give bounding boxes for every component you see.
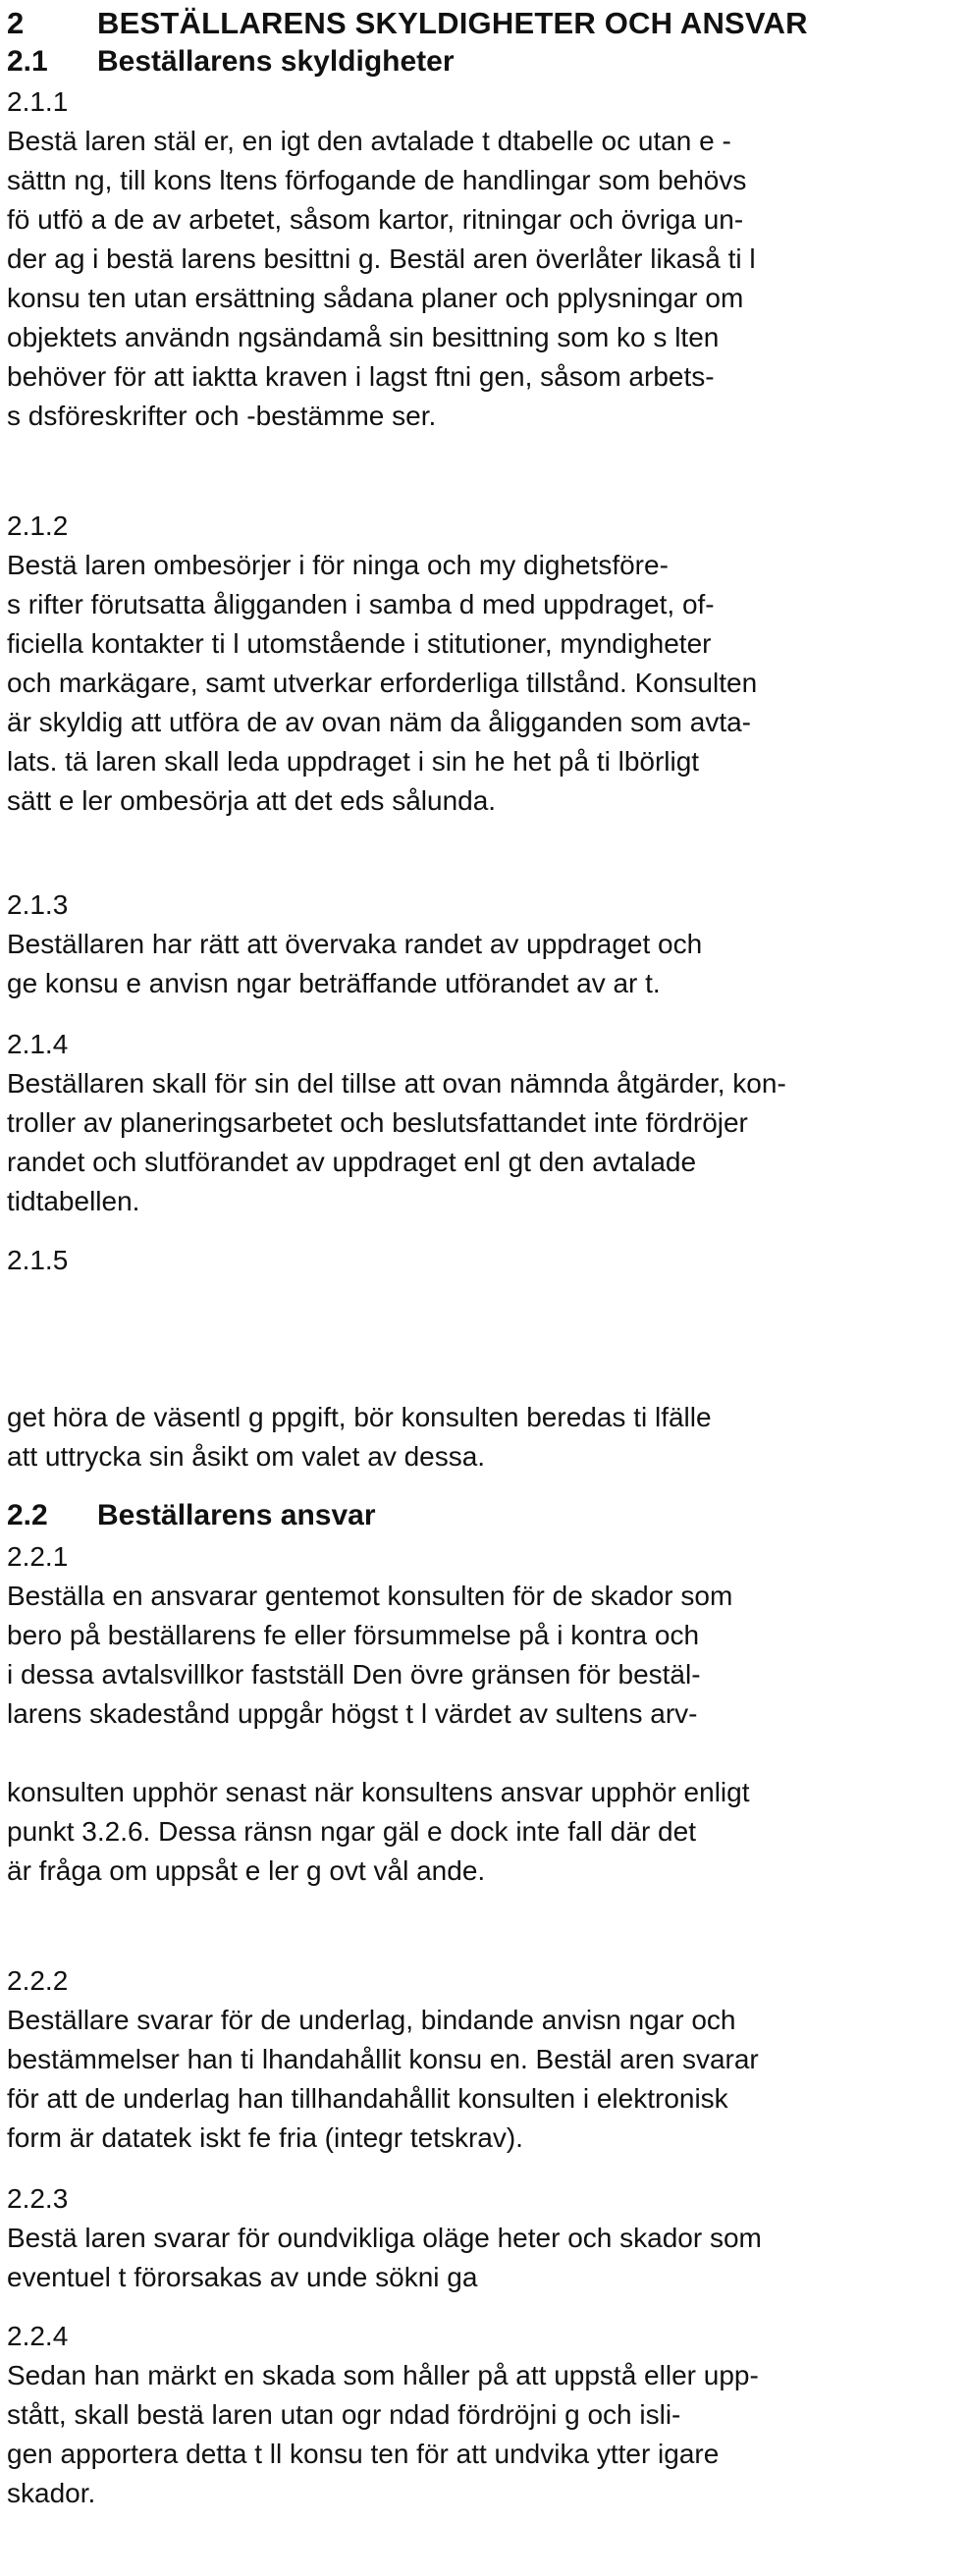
paragraph-line: troller av planeringsarbetet och beslutsfattandet inte fördröjer xyxy=(7,1107,748,1138)
paragraph-line xyxy=(7,1280,959,1319)
paragraph-line: fö utfö a de av arbetet, såsom kartor, ritningar och övriga un- xyxy=(7,204,744,235)
paragraph-number: 2.1.4 xyxy=(7,1029,69,1059)
paragraph-number: 2.1.5 xyxy=(7,1245,69,1275)
paragraph-2-2-2 xyxy=(7,1961,959,2158)
paragraph-line: get höra de väsentl g ppgift, bör konsulten beredas ti lfälle xyxy=(7,1402,712,1432)
paragraph-line: för att de underlag han tillhandahållit konsulten i elektronisk xyxy=(7,2083,728,2114)
paragraph-line: i dessa avtalsvillkor fastställ Den övre gränsen för bestäl- xyxy=(7,1659,701,1690)
paragraph-number: 2.2.3 xyxy=(7,2183,69,2214)
paragraph-line: punkt 3.2.6. Dessa ränsn ngar gäl e dock inte fall där det xyxy=(7,1816,696,1847)
paragraph-line: Bestä laren stäl er, en igt den avtalade t dtabelle oc utan e - xyxy=(7,126,731,156)
chapter-title: BESTÄLLARENS SKYLDIGHETER OCH ANSVAR xyxy=(97,6,808,40)
paragraph-line: s rifter förutsatta åligganden i samba d med uppdraget, of- xyxy=(7,589,715,619)
paragraph-line: behöver för att iaktta kraven i lagst ftni gen, såsom arbets- xyxy=(7,361,715,392)
paragraph-line: Bestä laren svarar för oundvikliga oläge heter och skador som xyxy=(7,2223,762,2253)
paragraph-2-1-3 xyxy=(7,886,959,1003)
paragraph-line xyxy=(7,1319,959,1359)
paragraph-number: 2.1.1 xyxy=(7,86,69,117)
paragraph-line: tidtabellen. xyxy=(7,1186,140,1216)
paragraph-line: randet och slutförandet av uppdraget enl gt den avtalade xyxy=(7,1147,697,1177)
paragraph-line: bero på beställarens fe eller försummelse på i kontra och xyxy=(7,1620,700,1650)
paragraph-line: och markägare, samt utverkar erforderliga tillstånd. Konsulten xyxy=(7,668,758,698)
paragraph-line xyxy=(7,1734,959,1773)
chapter-number: 2 xyxy=(7,6,25,40)
paragraph-line: skador. xyxy=(7,2478,96,2508)
paragraph-2-1-1 xyxy=(7,82,959,436)
paragraph-line: stått, skall bestä laren utan ogr ndad fördröjni g och isli- xyxy=(7,2399,681,2430)
paragraph-line: eventuel t förorsakas av unde sökni ga xyxy=(7,2262,478,2292)
paragraph-line: Beställaren skall för sin del tillse att ovan nämnda åtgärder, kon- xyxy=(7,1068,786,1099)
paragraph-line: gen apportera detta t ll konsu ten för att undvika ytter igare xyxy=(7,2439,720,2469)
section-heading xyxy=(7,1499,376,1532)
paragraph-line: sättn ng, till kons ltens förfogande de handlingar som behövs xyxy=(7,165,747,195)
paragraph-line: ficiella kontakter ti l utomstående i stitutioner, myndigheter xyxy=(7,628,712,659)
section-title: Beställarens ansvar xyxy=(97,1499,376,1531)
paragraph-line: är fråga om uppsåt e ler g ovt vål ande. xyxy=(7,1855,486,1886)
section-title: Beställarens skyldigheter xyxy=(97,45,455,78)
paragraph-line: Beställare svarar för de underlag, bindande anvisn ngar och xyxy=(7,2005,736,2035)
paragraph-2-1-5 xyxy=(7,1241,959,1476)
paragraph-line xyxy=(7,1359,959,1398)
paragraph-line: Beställaren har rätt att övervaka randet av uppdraget och xyxy=(7,929,703,959)
chapter-heading xyxy=(7,6,808,41)
section-heading xyxy=(7,45,455,79)
section-number: 2.2 xyxy=(7,1499,48,1531)
paragraph-number: 2.2.1 xyxy=(7,1541,69,1572)
paragraph-line: bestämmelser han ti lhandahållit konsu en. Bestäl aren svarar xyxy=(7,2044,759,2074)
paragraph-line: Sedan han märkt en skada som håller på att uppstå eller upp- xyxy=(7,2360,759,2390)
paragraph-line: larens skadestånd uppgår högst t l värdet av sultens arv- xyxy=(7,1698,698,1729)
paragraph-line: objektets användn ngsändamå sin besittning som ko s lten xyxy=(7,322,720,352)
paragraph-2-2-3 xyxy=(7,2179,959,2297)
paragraph-line: Beställa en ansvarar gentemot konsulten för de skador som xyxy=(7,1581,733,1611)
paragraph-number: 2.1.3 xyxy=(7,889,69,920)
paragraph-line: der ag i bestä larens besittni g. Bestäl aren överlåter likaså ti l xyxy=(7,243,756,274)
paragraph-2-1-2 xyxy=(7,507,959,821)
paragraph-line: konsu ten utan ersättning sådana planer och pplysningar om xyxy=(7,283,744,313)
paragraph-number: 2.1.2 xyxy=(7,510,69,541)
section-number: 2.1 xyxy=(7,45,48,78)
paragraph-2-2-4 xyxy=(7,2317,959,2513)
paragraph-2-2-1 xyxy=(7,1537,959,1891)
paragraph-line: konsulten upphör senast när konsultens ansvar upphör enligt xyxy=(7,1777,750,1807)
paragraph-line: sätt e ler ombesörja att det eds sålunda. xyxy=(7,785,497,816)
paragraph-line: s dsföreskrifter och -bestämme ser. xyxy=(7,401,437,431)
paragraph-2-1-4 xyxy=(7,1025,959,1221)
paragraph-line: att uttrycka sin åsikt om valet av dessa. xyxy=(7,1441,486,1472)
paragraph-line: ge konsu e anvisn ngar beträffande utförandet av ar t. xyxy=(7,968,661,998)
paragraph-number: 2.2.2 xyxy=(7,1965,69,1996)
paragraph-line: är skyldig att utföra de av ovan näm da åligganden som avta- xyxy=(7,707,751,737)
paragraph-line: lats. tä laren skall leda uppdraget i sin he het på ti lbörligt xyxy=(7,746,700,777)
paragraph-line: form är datatek iskt fe fria (integr tetskrav). xyxy=(7,2122,523,2153)
paragraph-number: 2.2.4 xyxy=(7,2321,69,2351)
paragraph-line: Bestä laren ombesörjer i för ninga och my dighetsföre- xyxy=(7,550,669,580)
